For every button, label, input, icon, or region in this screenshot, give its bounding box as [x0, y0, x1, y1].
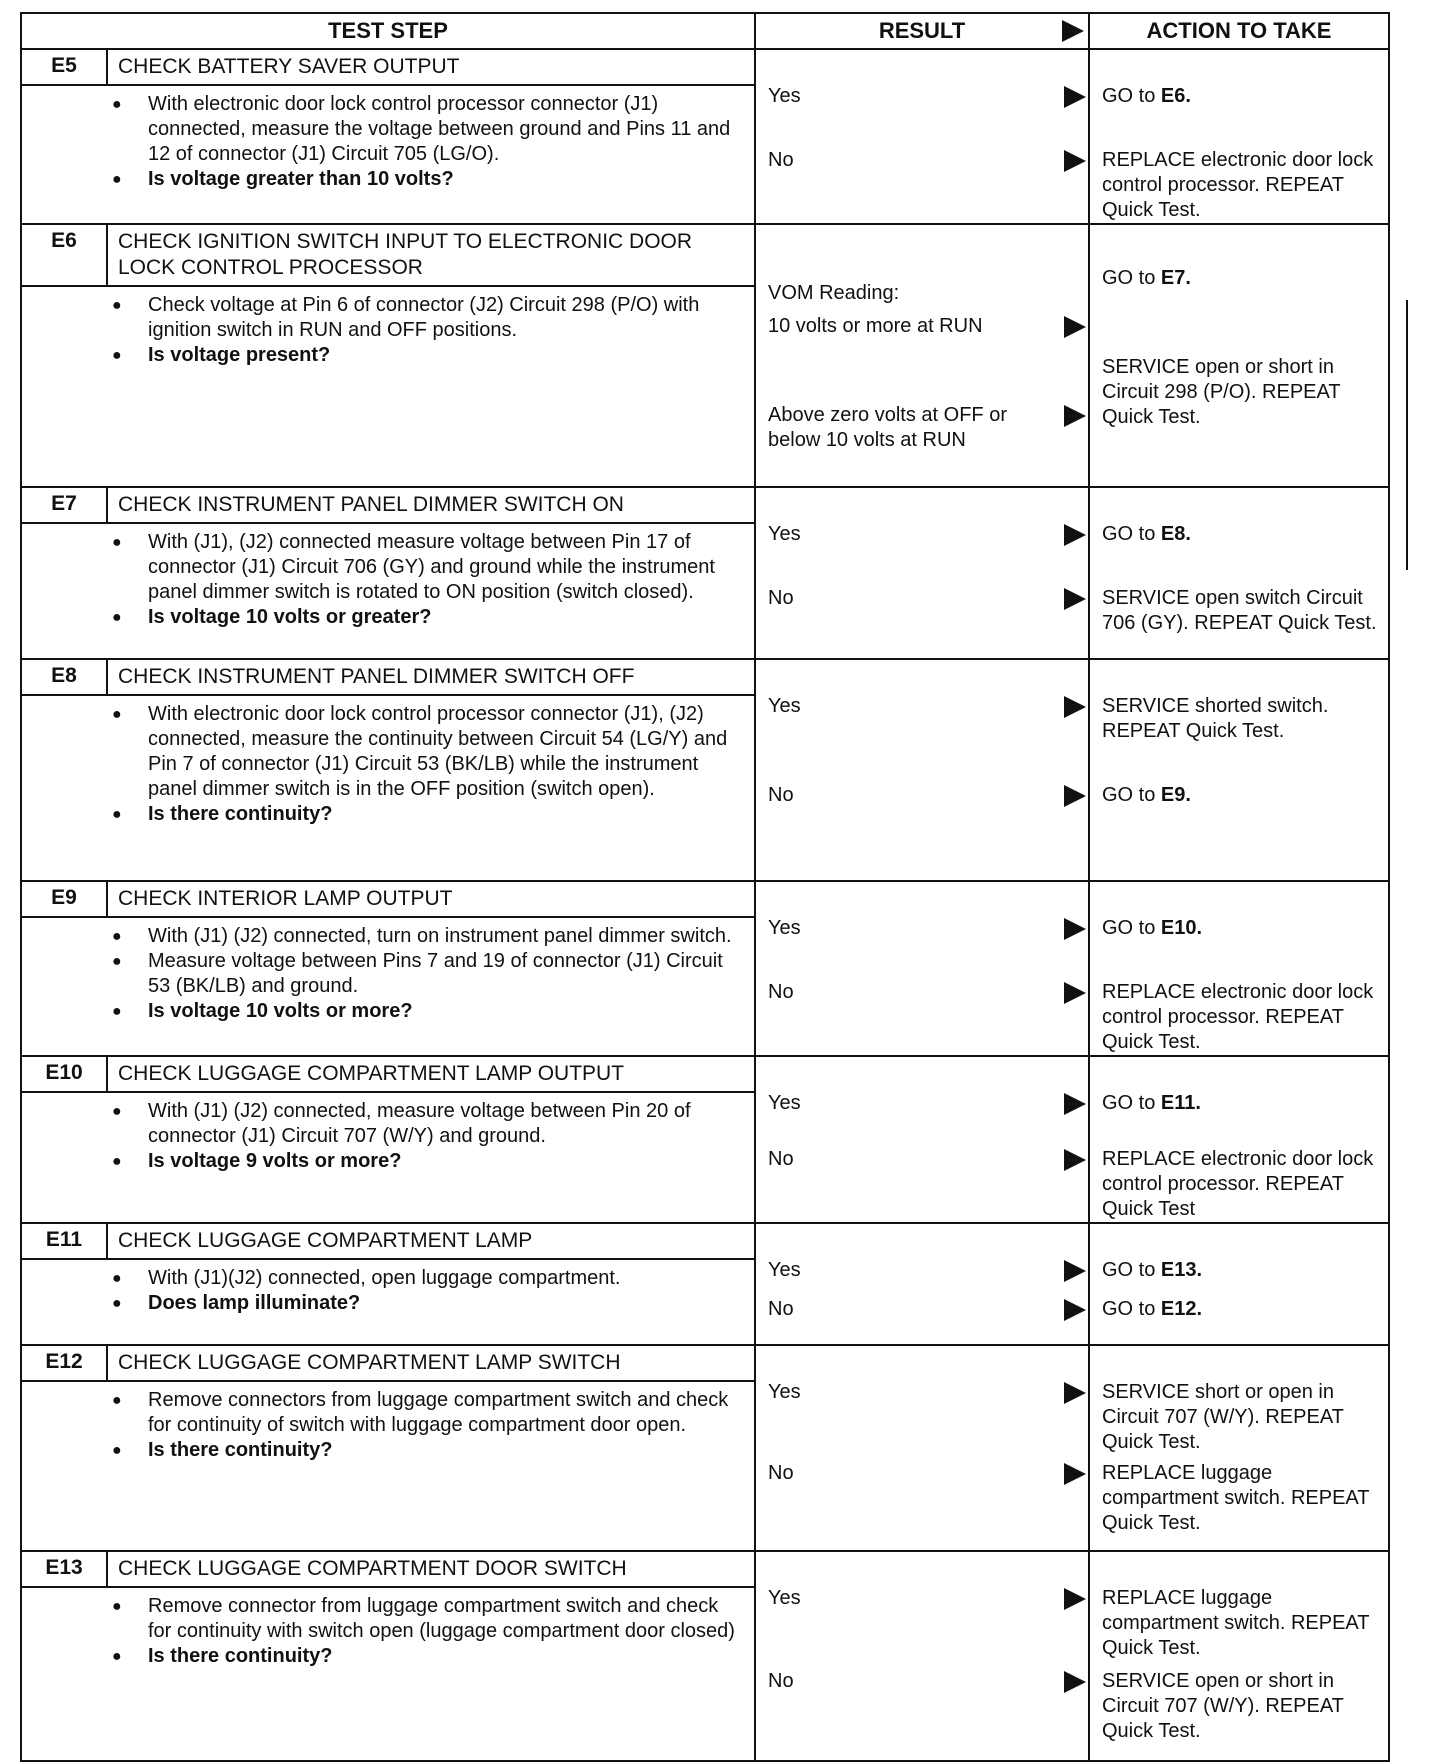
table-row	[21, 224, 1389, 487]
action-instruction: REPLACE luggage compartment switch. REPEAT Quick Test.	[1102, 1587, 1370, 1659]
result-option	[756, 522, 1088, 580]
step-header	[22, 1346, 754, 1382]
action-step-ref: E11.	[1160, 1092, 1201, 1114]
step-header	[22, 1224, 754, 1260]
action-instruction: GO to	[1102, 1092, 1161, 1114]
result-option	[756, 84, 1088, 142]
step-instruction: ● Remove connector from luggage compartment switch and check for continuity with switch open (luggage compartment door closed)	[112, 1594, 744, 1644]
table-row	[21, 1056, 1389, 1223]
action-text	[1090, 1669, 1388, 1746]
header-result	[755, 13, 1089, 49]
action-cell	[1089, 1223, 1389, 1345]
action-step-ref: E12.	[1160, 1298, 1203, 1320]
step-id: E13	[22, 1552, 108, 1586]
action-cell	[1089, 49, 1389, 224]
step-body	[22, 1093, 754, 1182]
test-step-cell	[21, 49, 755, 224]
action-cell	[1089, 1551, 1389, 1761]
result-label: Yes	[768, 695, 801, 717]
table-row	[21, 1551, 1389, 1761]
result-label: Yes	[768, 1259, 801, 1281]
action-text	[1090, 84, 1388, 142]
result-label: No	[768, 149, 794, 171]
result-cell	[755, 49, 1089, 224]
step-question: ● Is there continuity?	[112, 802, 744, 827]
test-step-cell	[21, 1056, 755, 1223]
arrow-right-icon	[1064, 696, 1086, 718]
result-label: No	[768, 587, 794, 609]
result-option	[756, 783, 1088, 866]
step-question: ● Is voltage 10 volts or greater?	[112, 605, 744, 630]
action-instruction: SERVICE open or short in Circuit 707 (W/Y). REPEAT Quick Test.	[1102, 1670, 1344, 1742]
result-label: 10 volts or more at RUN	[768, 315, 983, 337]
step-body	[22, 1588, 754, 1677]
action-instruction: REPLACE luggage compartment switch. REPEAT Quick Test.	[1102, 1462, 1370, 1534]
action-step-ref: E10.	[1160, 917, 1203, 939]
action-text	[1090, 916, 1388, 974]
action-text	[1090, 783, 1388, 866]
result-intro: VOM Reading:	[768, 282, 900, 304]
step-body	[22, 918, 754, 1032]
result-label: Yes	[768, 1381, 801, 1403]
action-instruction: GO to	[1102, 784, 1161, 806]
action-text	[1090, 1091, 1388, 1141]
test-step-cell	[21, 659, 755, 881]
result-option	[756, 1258, 1088, 1291]
step-title: CHECK INTERIOR LAMP OUTPUT	[118, 887, 453, 910]
step-id: E12	[22, 1346, 108, 1380]
action-instruction: GO to	[1102, 85, 1161, 107]
arrow-right-icon	[1064, 405, 1086, 427]
result-option	[756, 1380, 1088, 1455]
arrow-right-icon	[1064, 982, 1086, 1004]
result-option	[756, 1147, 1088, 1197]
action-text	[1090, 148, 1388, 223]
arrow-right-icon	[1064, 1260, 1086, 1282]
step-question: ● Is there continuity?	[112, 1644, 744, 1669]
action-text	[1090, 694, 1388, 777]
action-cell	[1089, 487, 1389, 659]
action-text	[1090, 980, 1388, 1055]
step-header	[22, 225, 754, 287]
action-cell	[1089, 659, 1389, 881]
step-id: E10	[22, 1057, 108, 1091]
arrow-right-icon	[1064, 1588, 1086, 1610]
action-instruction: SERVICE shorted switch. REPEAT Quick Test.	[1102, 695, 1329, 742]
header-result-label: RESULT	[878, 18, 966, 43]
result-cell	[755, 1551, 1089, 1761]
action-text	[1090, 1461, 1388, 1536]
step-title: CHECK IGNITION SWITCH INPUT TO ELECTRONIC DOOR LOCK CONTROL PROCESSOR	[118, 230, 693, 279]
step-title: CHECK LUGGAGE COMPARTMENT LAMP	[118, 1229, 533, 1252]
table-row	[21, 659, 1389, 881]
table-row	[21, 1345, 1389, 1551]
action-text	[1090, 1258, 1388, 1291]
action-text	[1090, 522, 1388, 580]
step-question: ● Is voltage 10 volts or more?	[112, 999, 744, 1024]
result-label: Yes	[768, 523, 801, 545]
test-step-cell	[21, 1551, 755, 1761]
arrow-right-icon	[1064, 1299, 1086, 1321]
arrow-right-icon	[1064, 524, 1086, 546]
step-instruction: ● Remove connectors from luggage compartment switch and check for continuity of switch with luggage compartment door open.	[112, 1388, 744, 1438]
step-body	[22, 1382, 754, 1471]
result-cell	[755, 1056, 1089, 1223]
result-option	[756, 1461, 1088, 1536]
result-label: Above zero volts at OFF or below 10 volts at RUN	[768, 404, 1007, 451]
action-instruction: GO to	[1102, 1259, 1161, 1281]
step-header	[22, 1057, 754, 1093]
step-body	[22, 524, 754, 638]
result-option	[756, 403, 1088, 486]
action-instruction: GO to	[1102, 267, 1161, 289]
table-row	[21, 487, 1389, 659]
result-label: No	[768, 784, 794, 806]
action-text	[1090, 266, 1388, 349]
result-option	[756, 586, 1088, 644]
step-header	[22, 50, 754, 86]
step-id: E9	[22, 882, 108, 916]
table-row	[21, 1223, 1389, 1345]
action-instruction: GO to	[1102, 1298, 1161, 1320]
arrow-right-icon	[1064, 316, 1086, 338]
test-step-cell	[21, 1345, 755, 1551]
step-instruction: ● With electronic door lock control processor connector (J1), (J2) connected, measure the continuity between Circuit 54 (LG/Y) and Pin 7 of connector (J1) Circuit 53 (BK/LB) while the instrument panel dimmer switch is in the OFF position (switch open).	[112, 702, 744, 802]
arrow-right-icon	[1064, 1671, 1086, 1693]
test-procedure-document	[20, 12, 1388, 1762]
arrow-right-icon	[1064, 918, 1086, 940]
margin-rule	[1406, 300, 1408, 570]
result-option	[756, 694, 1088, 777]
table-body	[21, 49, 1389, 1761]
result-label: No	[768, 1462, 794, 1484]
action-cell	[1089, 224, 1389, 487]
action-text	[1090, 1147, 1388, 1222]
test-step-cell	[21, 1223, 755, 1345]
result-label: Yes	[768, 85, 801, 107]
action-text	[1090, 1586, 1388, 1663]
step-id: E11	[22, 1224, 108, 1258]
action-cell	[1089, 1056, 1389, 1223]
step-id: E8	[22, 660, 108, 694]
test-step-cell	[21, 224, 755, 487]
step-question: ● Is voltage present?	[112, 343, 744, 368]
action-text	[1090, 586, 1388, 644]
action-text	[1090, 1297, 1388, 1330]
result-option	[756, 1669, 1088, 1746]
step-instruction: ● With (J1)(J2) connected, open luggage compartment.	[112, 1266, 744, 1291]
arrow-right-icon	[1064, 86, 1086, 108]
test-step-cell	[21, 487, 755, 659]
action-instruction: GO to	[1102, 917, 1161, 939]
arrow-right-icon	[1064, 150, 1086, 172]
result-label: No	[768, 1148, 794, 1170]
step-instruction: ● Check voltage at Pin 6 of connector (J2) Circuit 298 (P/O) with ignition switch in RUN and OFF positions.	[112, 293, 744, 343]
step-id: E5	[22, 50, 108, 84]
result-option	[756, 916, 1088, 974]
result-cell	[755, 1223, 1089, 1345]
arrow-right-icon	[1064, 1382, 1086, 1404]
result-label: Yes	[768, 1587, 801, 1609]
step-question: ● Is voltage greater than 10 volts?	[112, 167, 744, 192]
step-id: E6	[22, 225, 108, 285]
arrow-right-icon	[1064, 1149, 1086, 1171]
step-body	[22, 1260, 754, 1324]
result-cell	[755, 224, 1089, 487]
result-cell	[755, 881, 1089, 1056]
action-instruction: SERVICE open or short in Circuit 298 (P/O). REPEAT Quick Test.	[1102, 356, 1341, 428]
result-option	[756, 1586, 1088, 1663]
step-instruction: ● Measure voltage between Pins 7 and 19 of connector (J1) Circuit 53 (BK/LB) and ground.	[112, 949, 744, 999]
header-test-step: TEST STEP	[21, 13, 755, 49]
test-step-cell	[21, 881, 755, 1056]
action-instruction: SERVICE open switch Circuit 706 (GY). REPEAT Quick Test.	[1102, 587, 1377, 634]
header-action: ACTION TO TAKE	[1089, 13, 1389, 49]
step-title: CHECK INSTRUMENT PANEL DIMMER SWITCH ON	[118, 493, 624, 516]
action-cell	[1089, 1345, 1389, 1551]
step-body	[22, 86, 754, 200]
step-header	[22, 488, 754, 524]
step-header	[22, 882, 754, 918]
step-question: ● Does lamp illuminate?	[112, 1291, 744, 1316]
action-instruction: REPLACE electronic door lock control processor. REPEAT Quick Test.	[1102, 149, 1374, 221]
action-step-ref: E13.	[1160, 1259, 1203, 1281]
action-instruction: REPLACE electronic door lock control processor. REPEAT Quick Test	[1102, 1148, 1374, 1220]
result-option	[756, 980, 1088, 1038]
result-cell	[755, 659, 1089, 881]
action-step-ref: E8.	[1160, 523, 1191, 545]
arrow-right-icon	[1064, 785, 1086, 807]
result-option	[756, 1297, 1088, 1330]
arrow-right-icon	[1064, 1093, 1086, 1115]
action-step-ref: E9.	[1160, 784, 1191, 806]
step-question: ● Is there continuity?	[112, 1438, 744, 1463]
step-body	[22, 287, 754, 376]
step-title: CHECK LUGGAGE COMPARTMENT LAMP OUTPUT	[118, 1062, 625, 1085]
result-label: Yes	[768, 1092, 801, 1114]
step-question: ● Is voltage 9 volts or more?	[112, 1149, 744, 1174]
action-instruction: REPLACE electronic door lock control processor. REPEAT Quick Test.	[1102, 981, 1374, 1053]
step-title: CHECK LUGGAGE COMPARTMENT LAMP SWITCH	[118, 1351, 621, 1374]
step-instruction: ● With electronic door lock control processor connector (J1) connected, measure the voltage between ground and Pins 11 and 12 of connector (J1) Circuit 705 (LG/O).	[112, 92, 744, 167]
result-option	[756, 314, 1088, 397]
arrow-right-icon	[1064, 588, 1086, 610]
action-text	[1090, 1380, 1388, 1455]
action-instruction: GO to	[1102, 523, 1161, 545]
arrow-right-icon	[1064, 1463, 1086, 1485]
result-cell	[755, 487, 1089, 659]
step-instruction: ● With (J1), (J2) connected measure voltage between Pin 17 of connector (J1) Circuit 706 (GY) and ground while the instrument panel dimmer switch is rotated to ON position (switch closed).	[112, 530, 744, 605]
step-id: E7	[22, 488, 108, 522]
step-instruction: ● With (J1) (J2) connected, measure voltage between Pin 20 of connector (J1) Circuit 707 (W/Y) and ground.	[112, 1099, 744, 1149]
result-cell	[755, 1345, 1089, 1551]
test-step-table	[20, 12, 1390, 1762]
step-title: CHECK LUGGAGE COMPARTMENT DOOR SWITCH	[118, 1557, 627, 1580]
arrow-right-icon	[1062, 20, 1084, 42]
action-cell	[1089, 881, 1389, 1056]
step-title: CHECK BATTERY SAVER OUTPUT	[118, 55, 460, 78]
step-header	[22, 660, 754, 696]
step-header	[22, 1552, 754, 1588]
step-title: CHECK INSTRUMENT PANEL DIMMER SWITCH OFF	[118, 665, 635, 688]
table-row	[21, 881, 1389, 1056]
result-label: No	[768, 1670, 794, 1692]
action-text	[1090, 355, 1388, 438]
table-row	[21, 49, 1389, 224]
result-option	[756, 148, 1088, 206]
step-instruction: ● With (J1) (J2) connected, turn on instrument panel dimmer switch.	[112, 924, 744, 949]
action-step-ref: E7.	[1160, 267, 1191, 289]
result-label: No	[768, 981, 794, 1003]
result-label: Yes	[768, 917, 801, 939]
result-label: No	[768, 1298, 794, 1320]
action-step-ref: E6.	[1160, 85, 1191, 107]
action-instruction: SERVICE short or open in Circuit 707 (W/Y). REPEAT Quick Test.	[1102, 1381, 1344, 1453]
result-option	[756, 1091, 1088, 1141]
step-body	[22, 696, 754, 835]
table-header-row	[21, 13, 1389, 49]
